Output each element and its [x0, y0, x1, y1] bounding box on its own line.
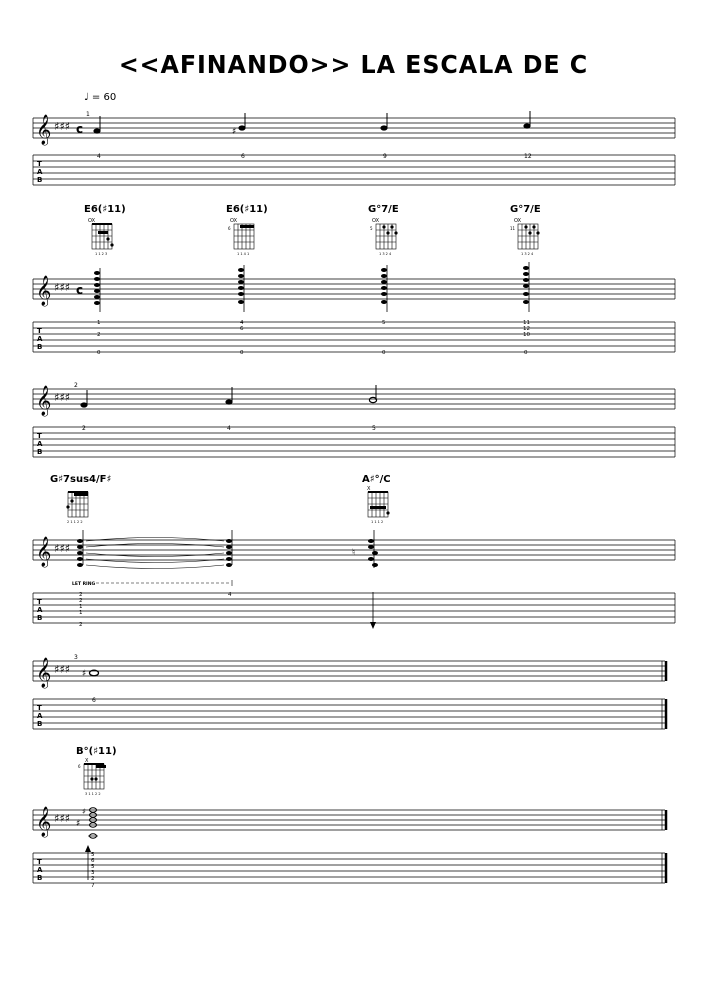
key-signature: ♯♯♯ — [54, 281, 70, 294]
svg-text:B: B — [37, 176, 43, 184]
strum-arrow — [370, 592, 376, 629]
let-ring-label: LET RING — [72, 582, 96, 587]
chord-diagram — [510, 204, 541, 256]
key-signature: ♯♯♯ — [54, 812, 70, 825]
svg-text:5: 5 — [382, 320, 386, 326]
chord-diagram — [362, 474, 391, 524]
tab-label — [37, 160, 43, 184]
treble-clef-icon: 𝄞 — [36, 658, 52, 688]
tab-frets — [97, 320, 530, 356]
svg-text:1: 1 — [97, 320, 101, 326]
fingering: 3 1 1 2 2 — [85, 792, 101, 796]
chord-name: G°7/E — [510, 204, 541, 215]
svg-text:0: 0 — [524, 350, 528, 356]
svg-text:0: 0 — [240, 350, 244, 356]
string-marks: OX — [230, 218, 238, 224]
chord-diagrams — [50, 474, 391, 524]
chord-name: A♯°/C — [362, 474, 391, 485]
key-signature: ♯♯♯ — [54, 542, 70, 555]
svg-text:A: A — [37, 866, 43, 874]
staff-lines — [33, 118, 675, 138]
base-fret: 5 — [370, 226, 373, 231]
system-1 — [33, 111, 675, 356]
key-signature: ♯♯♯ — [54, 391, 70, 404]
tab-fret: 6 — [92, 697, 96, 704]
svg-text:12: 12 — [524, 153, 532, 160]
fingering: 1 3 2 4 — [521, 252, 534, 256]
svg-text:3: 3 — [91, 870, 95, 876]
svg-text:4: 4 — [97, 153, 101, 160]
svg-text:10: 10 — [523, 332, 530, 338]
svg-text:11: 11 — [523, 320, 530, 326]
staff-lines — [33, 389, 675, 409]
measure-number: 1 — [86, 111, 90, 118]
svg-text:♯: ♯ — [82, 807, 86, 816]
tab-staff — [33, 427, 675, 457]
treble-clef-icon: 𝄞 — [36, 537, 52, 567]
svg-text:5: 5 — [91, 852, 95, 858]
svg-text:4: 4 — [228, 592, 232, 598]
svg-text:9: 9 — [383, 153, 387, 160]
chord-stacks — [94, 262, 529, 312]
sharp-icon: ♯ — [82, 669, 87, 679]
string-marks: X — [85, 758, 89, 764]
tab-label — [37, 327, 43, 351]
svg-text:A: A — [37, 440, 43, 448]
chord-diagram — [50, 474, 111, 524]
svg-text:12: 12 — [523, 326, 530, 332]
tab-staff — [33, 853, 666, 883]
chord-stack — [76, 807, 98, 838]
treble-clef-icon: 𝄞 — [36, 807, 52, 837]
svg-text:A: A — [37, 712, 43, 720]
fingering: 1 1 1 2 — [371, 520, 384, 524]
staff-lines — [33, 661, 666, 681]
svg-text:6: 6 — [78, 764, 81, 769]
svg-text:B: B — [37, 448, 43, 456]
svg-text:7: 7 — [91, 883, 95, 889]
tab-label — [37, 432, 43, 456]
string-marks: OX — [372, 218, 380, 224]
tab-staff — [33, 155, 675, 185]
sharp-icon: ♯ — [232, 127, 237, 137]
tab-label — [37, 704, 43, 728]
fingering: 1 1 4 1 — [237, 252, 250, 256]
staff-lines — [33, 279, 675, 299]
tab-frets — [91, 852, 95, 889]
svg-text:T: T — [37, 704, 42, 712]
chord-diagram — [84, 204, 126, 256]
svg-text:2: 2 — [82, 425, 86, 432]
tab-staff — [33, 699, 666, 729]
svg-text:5: 5 — [372, 425, 376, 432]
tie-arcs — [86, 538, 224, 569]
svg-text:4: 4 — [227, 425, 231, 432]
base-fret: 6 — [228, 226, 231, 231]
measure-number: 3 — [74, 654, 78, 661]
svg-text:2: 2 — [79, 622, 83, 628]
svg-text:2: 2 — [79, 592, 83, 598]
svg-text:A: A — [37, 335, 43, 343]
svg-text:1: 1 — [79, 610, 83, 616]
time-signature: c — [76, 122, 84, 136]
tab-frets — [79, 592, 232, 628]
chord-diagram — [226, 204, 268, 256]
chord-diagram — [368, 204, 399, 256]
chord-name: B°(♯11) — [76, 746, 117, 757]
svg-text:2: 2 — [79, 598, 83, 604]
treble-clef-icon: 𝄞 — [36, 276, 52, 306]
measure-number: 2 — [74, 382, 78, 389]
string-marks: OX — [88, 218, 96, 224]
svg-text:T: T — [37, 598, 42, 606]
svg-text:♯: ♯ — [76, 819, 81, 829]
chord-name: G°7/E — [368, 204, 399, 215]
svg-text:6: 6 — [91, 858, 95, 864]
system-2 — [33, 382, 675, 629]
svg-text:2: 2 — [91, 876, 95, 882]
svg-text:5: 5 — [91, 864, 95, 870]
svg-text:2: 2 — [97, 332, 101, 338]
svg-text:0: 0 — [97, 350, 101, 356]
page-title: <<AFINANDO>> LA ESCALA DE C — [118, 50, 589, 79]
svg-text:4: 4 — [240, 320, 244, 326]
svg-text:6: 6 — [241, 153, 245, 160]
time-signature: c — [76, 283, 84, 297]
system-3 — [33, 654, 666, 889]
svg-text:♮: ♮ — [352, 548, 356, 558]
chord-stacks — [77, 530, 378, 569]
svg-text:B: B — [37, 874, 43, 882]
chord-diagram — [76, 746, 117, 796]
svg-text:0: 0 — [382, 350, 386, 356]
staff-lines — [33, 810, 666, 830]
svg-text:A: A — [37, 168, 43, 176]
svg-text:1: 1 — [79, 604, 83, 610]
base-fret: 11 — [510, 226, 516, 231]
tab-label — [37, 598, 43, 622]
treble-clef-icon: 𝄞 — [36, 115, 52, 145]
svg-text:T: T — [37, 858, 42, 866]
svg-text:T: T — [37, 327, 42, 335]
svg-text:A: A — [37, 606, 43, 614]
key-signature: ♯♯♯ — [54, 663, 70, 676]
fingering: 1 1 2 3 — [95, 252, 108, 256]
treble-clef-icon: 𝄞 — [36, 386, 52, 416]
svg-text:T: T — [37, 160, 42, 168]
tab-frets — [82, 425, 376, 432]
chord-name: E6(♯11) — [226, 204, 268, 215]
tab-staff — [33, 593, 675, 623]
chord-name: G♯7sus4/F♯ — [50, 474, 112, 485]
key-signature: ♯♯♯ — [54, 120, 70, 133]
string-marks: OX — [514, 218, 522, 224]
svg-text:B: B — [37, 614, 43, 622]
fingering: 2 1 1 2 2 — [67, 520, 83, 524]
tab-staff — [33, 322, 675, 352]
svg-text:B: B — [37, 720, 43, 728]
chord-diagrams — [84, 204, 541, 256]
tab-frets — [97, 153, 532, 160]
fingering: 1 3 2 4 — [379, 252, 392, 256]
svg-text:B: B — [37, 343, 43, 351]
tab-label — [37, 858, 43, 882]
tempo-marking: ♩ = 60 — [84, 92, 117, 103]
chord-name: E6(♯11) — [84, 204, 126, 215]
svg-text:T: T — [37, 432, 42, 440]
svg-text:6: 6 — [240, 326, 244, 332]
string-marks: X — [367, 486, 371, 492]
